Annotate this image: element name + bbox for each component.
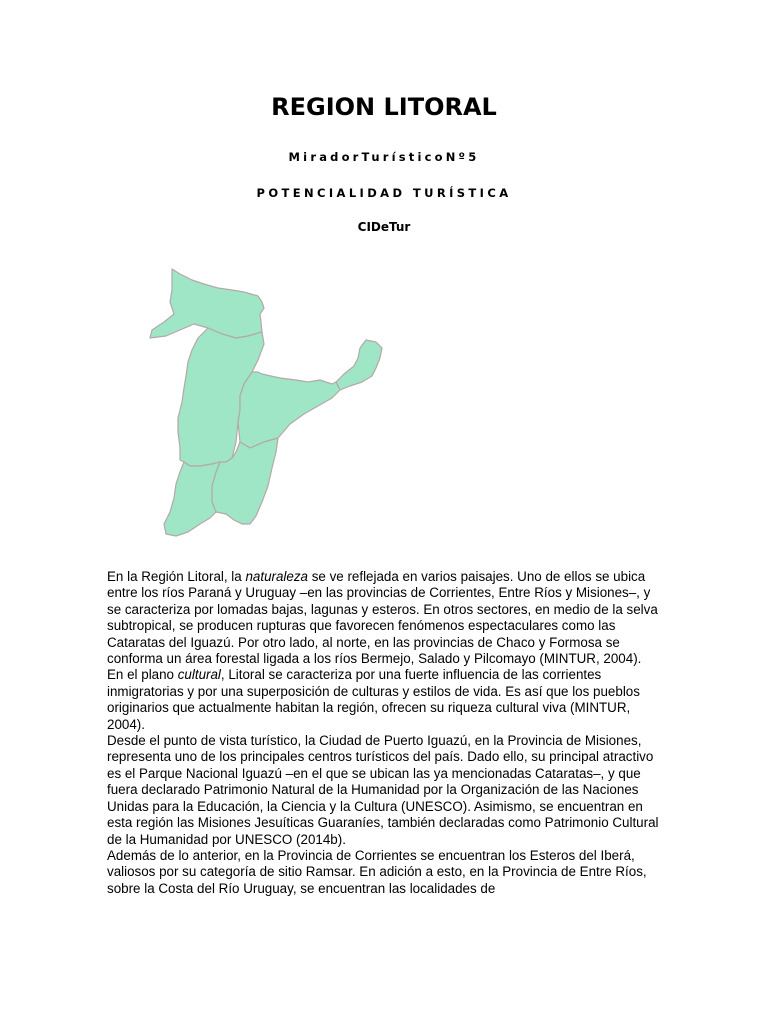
paragraph-text: En la Región Litoral, la [107,569,246,584]
paragraph-turismo [107,733,667,848]
map-provinces [150,269,382,536]
paragraph-cultural [107,667,667,733]
paragraph-text: , Litoral se caracteriza por una fuerte influencia de las corrientes inmigratorias y por una superposición de culturas y estilos de vida. Es así que los pueblos originarios que actualmente habitan la región, ofrecen su riqueza cultural viva (MINTUR, 2004). [107,667,640,732]
emphasis-cultural: cultural [177,667,221,683]
region-map [140,262,390,542]
author-label: CIDeTur [357,220,411,234]
emphasis-naturaleza: naturaleza [245,569,308,584]
paragraph-text: Además de lo anterior, en la Provincia de Corrientes se encuentran los Esteros del Iberá, valiosos por su categoría de sitio Ramsar. En adición a esto, en la Provincia de Entre Ríos, sobre la Costa del Río Uruguay, se encuentran las localidades de [107,847,647,896]
province-formosa [150,269,264,338]
province-corrientes [238,372,340,448]
page-title: REGION LITORAL [271,93,497,121]
province-misiones [336,340,382,390]
paragraph-text: En el plano [107,667,178,683]
section-heading: POTENCIALIDAD TURÍSTICA [256,186,512,200]
paragraph-text: se ve reflejada en varios paisajes. Uno de ellos se ubica entre los ríos Paraná y Uruguay –en las provincias de Corrientes, Entre Ríos y Misiones–, y se caracteriza por lomadas bajas, lagunas y esteros. En otros sectores, en medio de la selva subtropical, se producen rupturas que favorecen fenómenos espectaculares como las Cataratas del Iguazú. Por otro lado, al norte, en las provincias de Chaco y Formosa se conforma un área forestal ligada a los ríos Bermejo, Salado y Pilcomayo (MINTUR, 2004). [107,569,658,667]
paragraph-naturaleza [107,569,667,667]
paragraph-ibera [107,848,667,897]
province-santa-fe [164,462,220,536]
body-text [107,569,667,897]
document-subtitle: MiradorTurísticoNº5 [288,150,480,164]
paragraph-text: Desde el punto de vista turístico, la Ciudad de Puerto Iguazú, en la Provincia de Misiones, representa uno de los principales centros turísticos del país. Dado ello, su principal atractivo es el Parque Nacional Iguazú –en el que se ubican las ya mencionadas Cataratas–, y que fuera declarado Patrimonio Natural de la Humanidad por la Organización de las Naciones Unidas para la Educación, la Ciencia y la Cultura (UNESCO). Asimismo, se encuentran en esta región las Misiones Jesuíticas Guaraníes, también declaradas como Patrimonio Cultural de la Humanidad por UNESCO (2014b). [107,733,659,847]
